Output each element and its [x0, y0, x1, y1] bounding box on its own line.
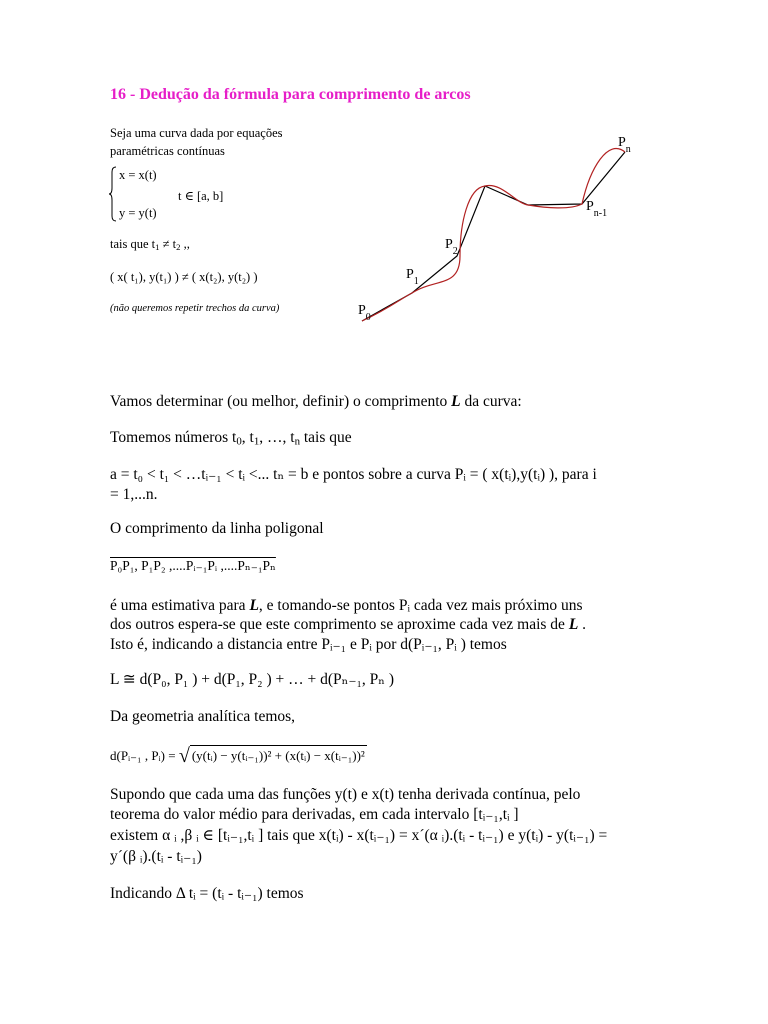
paragraph-7-line-2: teorema do valor médio para derivadas, em cada intervalo [tᵢ₋₁,tᵢ ] [110, 806, 519, 823]
paragraph-5-line-2: dos outros espera-se que este comprimento se aproxime cada vez mais de L . [110, 616, 587, 633]
system-x: x = x(t) [119, 168, 157, 182]
paragraph-3-line-1: a = t₀ < t₁ < …tᵢ₋₁ < tᵢ <... tₙ = b e pontos sobre a curva Pᵢ = ( x(tᵢ),y(tᵢ) ), para i [110, 466, 597, 483]
intro-line-2: paramétricas contínuas [110, 144, 225, 158]
label-p2: $P_2$ [445, 237, 458, 257]
label-pn: $P_n$ [618, 135, 631, 155]
paragraph-7-line-1: Supondo que cada uma das funções y(t) e x(t) tenha derivada contínua, pelo [110, 786, 581, 803]
paragraph-5-line-3: Isto é, indicando a distancia entre Pᵢ₋₁ e Pᵢ por d(Pᵢ₋₁, Pᵢ ) temos [110, 636, 507, 653]
label-p0: $P_0$ [358, 303, 371, 323]
intro-line-1: Seja uma curva dada por equações [110, 126, 283, 140]
condition: tais que $t_1 \ne t_2$ ,, [110, 237, 190, 253]
length-approximation: L ≅ d(P₀, P₁ ) + d(P₁, P₂ ) + … + d(Pₙ₋₁, Pₙ ) [110, 671, 395, 688]
polygonal-segments: P₀P₁, P₁P₂ ,....Pᵢ₋₁Pᵢ ,....Pₙ₋₁Pₙ [110, 558, 276, 573]
paragraph-1: Vamos determinar (ou melhor, definir) o comprimento L da curva: [110, 393, 522, 410]
polygonal-line [362, 152, 625, 321]
brace-icon [109, 166, 117, 222]
paragraph-7-line-3: existem α ᵢ ,β ᵢ ∈ [tᵢ₋₁,tᵢ ] tais que x(tᵢ) - x(tᵢ₋₁) = x´(α ᵢ).(tᵢ - tᵢ₋₁) e y(tᵢ) - y(tᵢ₋₁) = [110, 827, 608, 844]
smooth-curve [362, 148, 625, 321]
label-p1: $P_1$ [406, 267, 419, 287]
system-t: t ∈ [a, b] [178, 189, 224, 203]
paragraph-6: Da geometria analítica temos, [110, 708, 296, 725]
paragraph-8: Indicando Δ tᵢ = (tᵢ - tᵢ₋₁) temos [110, 885, 304, 902]
page-title: 16 - Dedução da fórmula para comprimento de arcos [110, 86, 471, 103]
note: (não queremos repetir trechos da curva) [110, 303, 280, 314]
pairs-inequality: ( x( t₁), y(t₁) ) ≠ ( x(t₂), y(t₂) ) [110, 270, 258, 284]
distance-formula: d(Pᵢ₋₁ , Pᵢ) = √ (y(tᵢ) − y(tᵢ₋₁))² + (x(tᵢ) − x(tᵢ₋₁))² [110, 745, 365, 767]
paragraph-3-line-2: = 1,...n. [110, 486, 158, 503]
paragraph-2: Tomemos números $t_0$, $t_1$, …, $t_n$ tais que [110, 429, 352, 448]
paragraph-5-line-1: é uma estimativa para L, e tomando-se pontos Pᵢ cada vez mais próximo uns [110, 597, 583, 614]
paragraph-7-line-4: y´(β ᵢ).(tᵢ - tᵢ₋₁) [110, 848, 202, 865]
paragraph-4: O comprimento da linha poligonal [110, 520, 324, 537]
system-y: y = y(t) [119, 206, 157, 220]
label-pn1: $P_{n-1}$ [586, 199, 608, 219]
arc-length-figure [350, 128, 650, 328]
